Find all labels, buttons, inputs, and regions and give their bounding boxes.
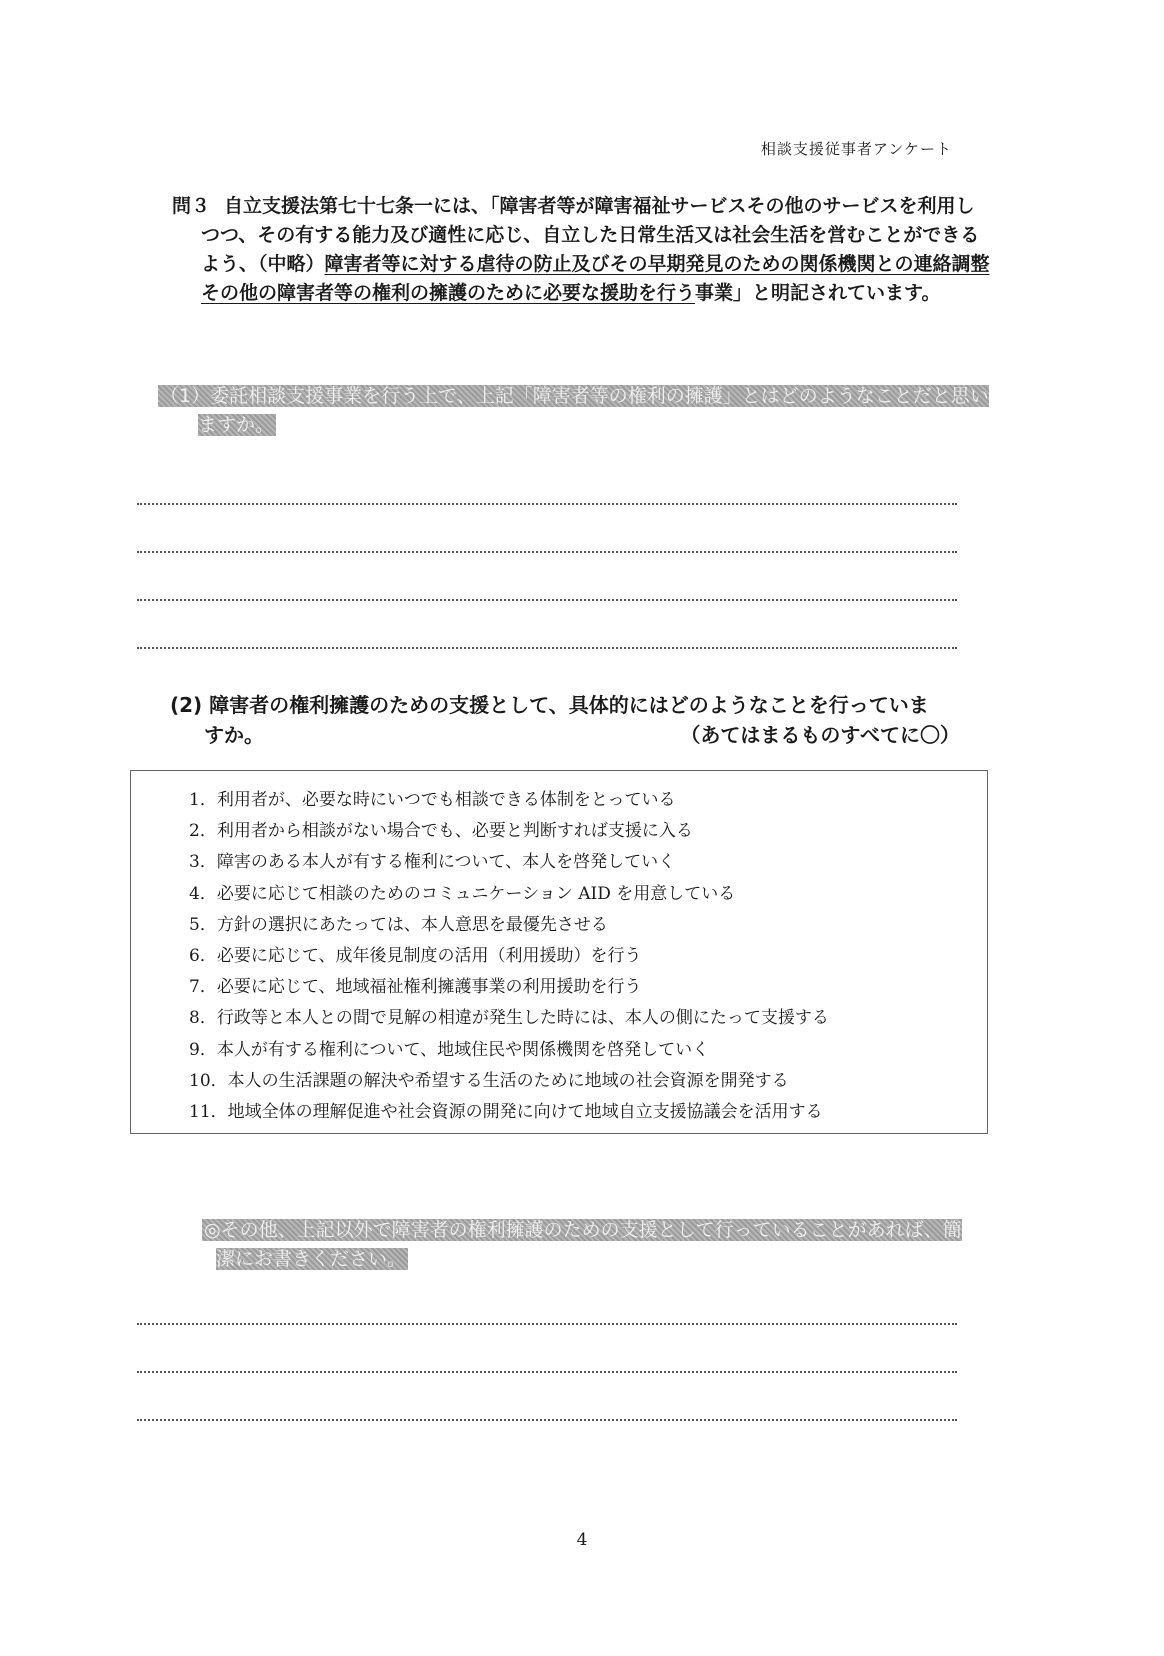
answer-line-1[interactable] (137, 503, 957, 505)
answer-line-3[interactable] (137, 599, 957, 601)
answer-line-6[interactable] (137, 1371, 957, 1373)
choice-item[interactable]: 8．行政等と本人との間で見解の相違が発生した時には、本人の側にたって支援する (189, 1008, 829, 1029)
sub-question-2-line1: (2) 障害者の権利擁護のための支援として、具体的にはどのようなことを行っていま (170, 693, 929, 717)
sub-question-1-text: （1）委託相談支援事業を行う上で、上記「障害者等の権利の擁護」とはどのようなことだと思いますか。 (160, 385, 989, 436)
question-underlined-text: 障害者等に対する虐待の防止及びその早期発見のための関係機関との連絡調整その他の障害者等の権利の擁護のために必要な援助を行う (201, 253, 990, 304)
document-header: 相談支援従事者アンケート (760, 140, 952, 158)
choice-item[interactable]: 9．本人が有する権利について、地域住民や関係機関を啓発していく (189, 1039, 710, 1060)
choice-box (130, 770, 988, 1134)
page-number: 4 (576, 1530, 588, 1550)
question-text: 自立支援法第七十七条一には、「障害者等が障害福祉サービスその他のサービスを利用しつつ、その有する能力及び適性に応じ、自立した日常生活又は社会生活を営むことができるよう、（中略） (201, 195, 980, 275)
question-3 (172, 192, 991, 308)
choice-item[interactable]: 4．必要に応じて相談のためのコミュニケーション AID を用意している (189, 883, 736, 904)
choice-item[interactable]: 6．必要に応じて、成年後見制度の活用（利用援助）を行う (189, 946, 642, 967)
other-question-text: ◎その他、上記以外で障害者の権利擁護のための支援として行っていることがあれば、簡潔にお書きください。 (204, 1219, 962, 1270)
choice-item[interactable]: 1．利用者が、必要な時にいつでも相談できる体制をとっている (189, 790, 676, 810)
choice-item[interactable]: 3．障害のある本人が有する権利について、本人を啓発していく (189, 852, 676, 873)
sub-question-2-line2: すか。 (204, 723, 264, 747)
choice-item[interactable]: 5．方針の選択にあたっては、本人意思を最優先させる (189, 914, 608, 935)
question-text-end: 事業」と明記されています。 (695, 282, 941, 304)
answer-line-4[interactable] (137, 647, 957, 649)
choice-item[interactable]: 2．利用者から相談がない場合でも、必要と判断すれば支援に入る (189, 821, 693, 842)
answer-line-5[interactable] (137, 1323, 957, 1325)
question-number: 問３ (172, 195, 211, 217)
choice-item[interactable]: 7．必要に応じて、地域福祉権利擁護事業の利用援助を行う (189, 977, 642, 998)
answer-line-2[interactable] (137, 551, 957, 553)
sub-question-2-instruction: （あてはまるものすべてに〇） (680, 723, 960, 747)
sub-question-1 (158, 382, 998, 440)
sub-question-2 (170, 690, 960, 750)
choice-item[interactable]: 11．地域全体の理解促進や社会資源の開発に向けて地域自立支援協議会を活用する (189, 1102, 823, 1123)
other-question (202, 1216, 976, 1274)
choice-item[interactable]: 10．本人の生活課題の解決や希望する生活のために地域の社会資源を開発する (189, 1070, 789, 1091)
answer-line-7[interactable] (137, 1419, 957, 1421)
